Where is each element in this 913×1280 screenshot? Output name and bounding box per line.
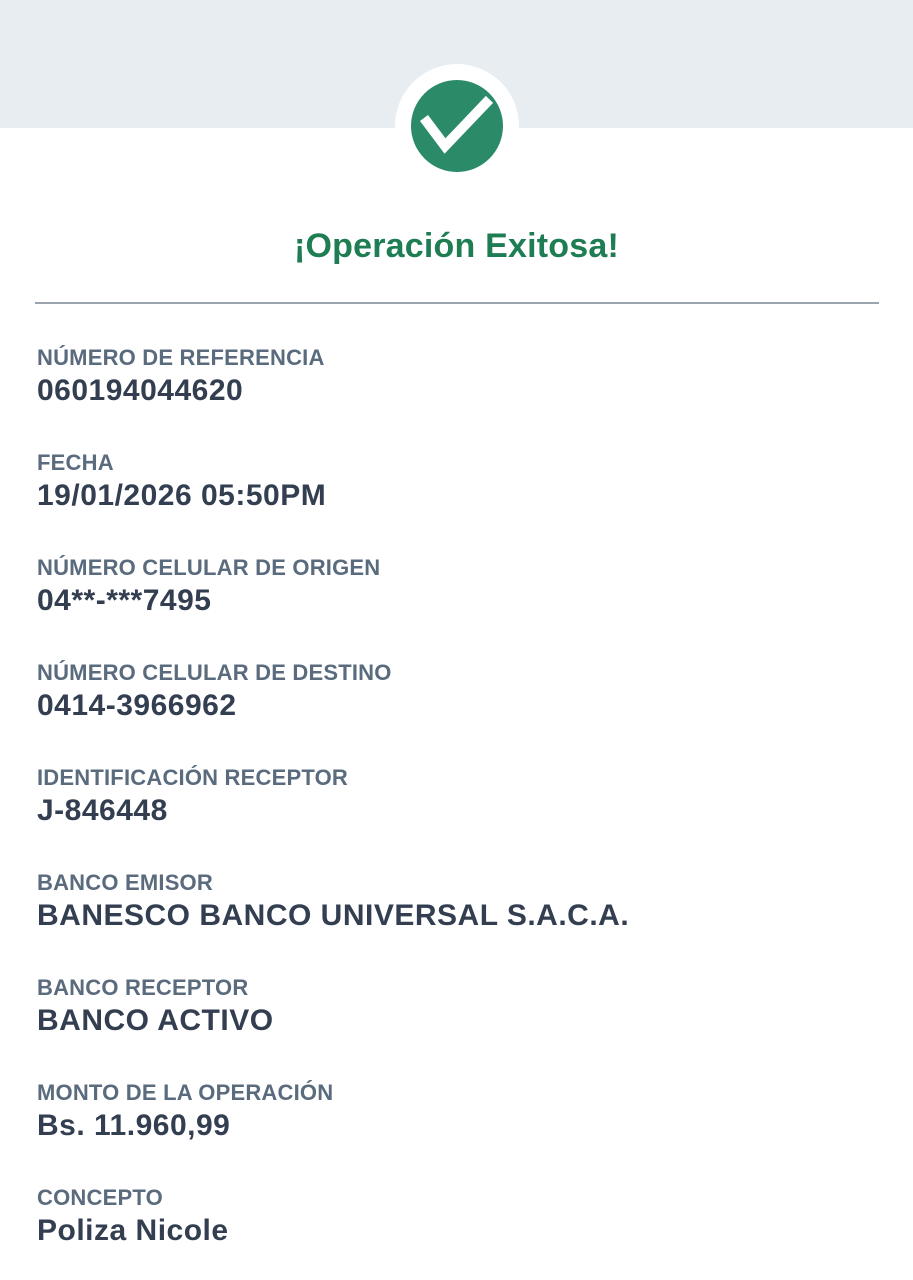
field-label: NÚMERO CELULAR DE DESTINO xyxy=(37,660,392,685)
field-value: J-846448 xyxy=(37,794,168,827)
field-value: 19/01/2026 05:50PM xyxy=(37,479,327,512)
field-sender-bank xyxy=(37,868,876,934)
field-label: BANCO EMISOR xyxy=(37,870,213,895)
field-reference-number xyxy=(37,343,876,409)
page-title: ¡Operación Exitosa! xyxy=(294,227,619,265)
field-label: NÚMERO CELULAR DE ORIGEN xyxy=(37,555,381,580)
success-badge xyxy=(395,64,519,188)
field-date xyxy=(37,448,876,514)
field-value: 04**-***7495 xyxy=(37,584,212,617)
field-receiver-bank xyxy=(37,973,876,1039)
field-label: IDENTIFICACIÓN RECEPTOR xyxy=(37,765,348,790)
field-label: CONCEPTO xyxy=(37,1185,163,1210)
field-receiver-id xyxy=(37,763,876,829)
field-value: BANCO ACTIVO xyxy=(37,1004,274,1037)
header-band xyxy=(0,0,913,128)
field-value: 0414-3966962 xyxy=(37,689,237,722)
field-concept xyxy=(37,1183,876,1249)
field-value: Poliza Nicole xyxy=(37,1214,229,1247)
field-label: MONTO DE LA OPERACIÓN xyxy=(37,1080,334,1105)
field-origin-phone xyxy=(37,553,876,619)
check-icon xyxy=(411,80,503,172)
field-label: FECHA xyxy=(37,450,114,475)
field-value: BANESCO BANCO UNIVERSAL S.A.C.A. xyxy=(37,899,630,932)
field-destination-phone xyxy=(37,658,876,724)
field-label: NÚMERO DE REFERENCIA xyxy=(37,345,325,370)
field-amount xyxy=(37,1078,876,1144)
field-value: Bs. 11.960,99 xyxy=(37,1109,231,1142)
field-label: BANCO RECEPTOR xyxy=(37,975,249,1000)
receipt-fields xyxy=(0,343,913,1249)
divider xyxy=(35,302,879,304)
field-value: 060194044620 xyxy=(37,374,244,407)
